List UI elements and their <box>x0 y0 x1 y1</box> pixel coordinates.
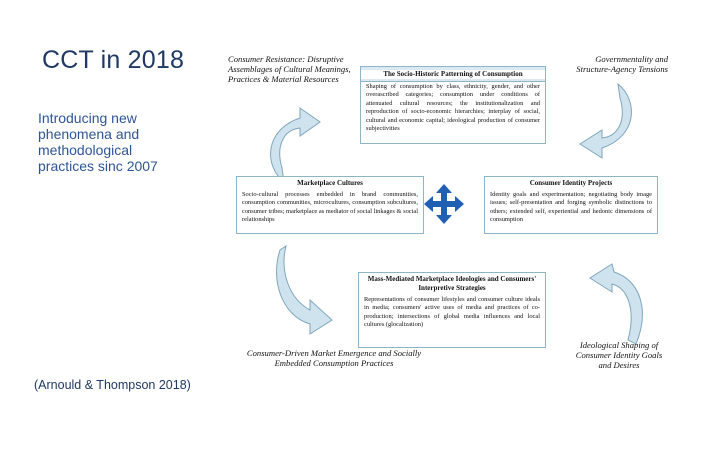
box-consumer-identity <box>484 176 658 234</box>
curved-arrow-icon-bottom-right <box>578 254 648 350</box>
corner-label-top-left: Consumer Resistance: Disruptive Assemblages of Cultural Meanings, Practices & Material Resources <box>228 54 351 84</box>
cct-diagram <box>226 48 668 378</box>
box-text: Socio-cultural processes embedded in brand communities, consumption communities, microcultures, consumption subcultures, consumer tribes; marketplace as mediator of social linkages & social relationships <box>242 191 418 224</box>
box-text: Identity goals and experimentation; negotiating body image issues; self-presentation and forging symbolic distinctions to others; extended self, experiential and hedonic dimensions of consumption <box>490 191 652 224</box>
box-title: Mass-Mediated Marketplace Ideologies and Consumers' Interpretive Strategies <box>367 275 537 292</box>
four-way-arrow-icon <box>422 182 466 226</box>
corner-label-bottom-left: Consumer-Driven Market Emergence and Socially Embedded Consumption Practices <box>246 348 422 368</box>
box-text: Shaping of consumption by class, ethnicity, gender, and other overascribed categories; consumption under conditions of attenuated cultural resources; the institutionalization and reproduction of socio-economic hierarchies; interplay of social, cultural and economic capital; ideological production of consumer subjectivities <box>366 83 540 133</box>
corner-label-top-right: Governmentality and Structure-Agency Tensions <box>576 54 668 74</box>
slide-subtitle: Introducing new phenomena and methodological practices sinc 2007 <box>38 110 158 174</box>
slide-title: CCT in 2018 <box>42 46 185 74</box>
box-title: Marketplace Cultures <box>297 179 363 187</box>
box-mass-mediated <box>358 272 546 348</box>
curved-arrow-icon-top-right <box>572 74 642 164</box>
citation: (Arnould & Thompson 2018) <box>34 378 191 392</box>
box-title: The Socio-Historic Patterning of Consumption <box>361 70 545 79</box>
box-text: Representations of consumer lifestyles and consumer culture ideals in media; consumers' active uses of media and practices of co-production; intersections of global media influences and local cultures (glocalization) <box>364 296 540 329</box>
box-socio-historic <box>360 66 546 144</box>
box-title: Consumer Identity Projects <box>529 179 613 187</box>
corner-label-bottom-right: Ideological Shaping of Consumer Identity Goals and Desires <box>575 340 663 370</box>
curved-arrow-icon-bottom-left <box>276 240 346 336</box>
box-marketplace-cultures <box>236 176 424 234</box>
